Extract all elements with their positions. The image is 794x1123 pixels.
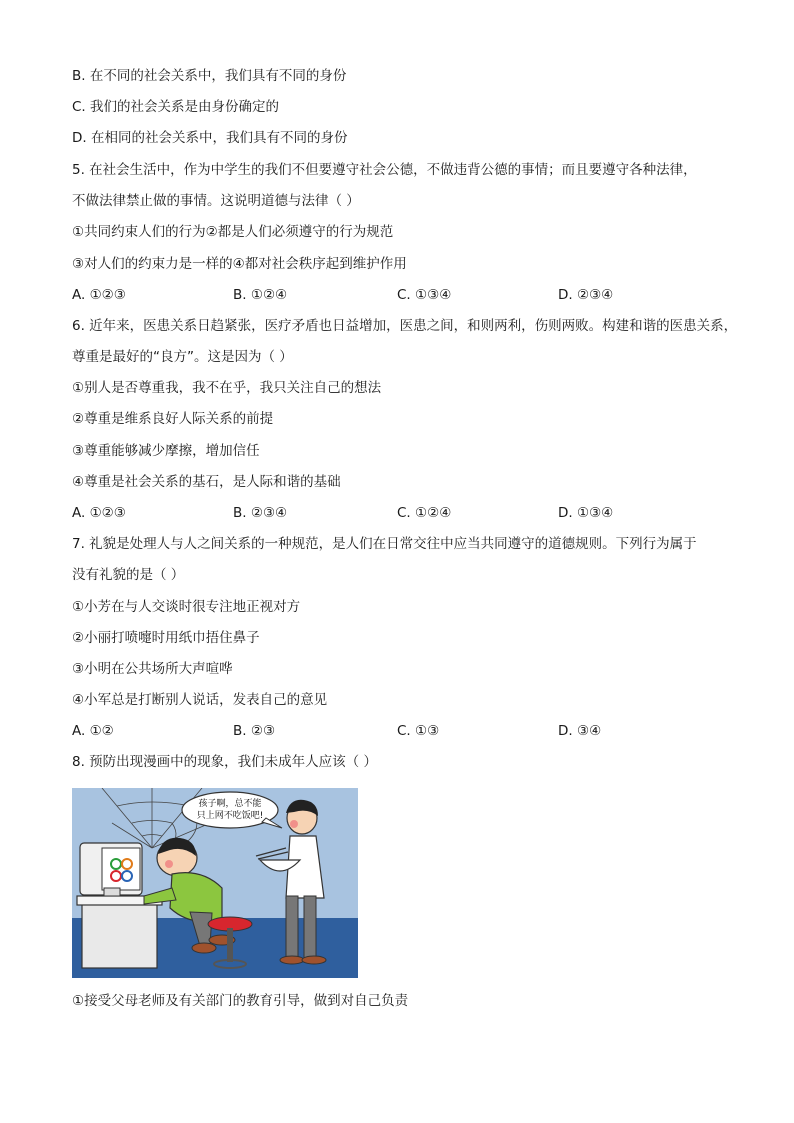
q6-item-3: ③尊重能够减少摩擦，增加信任 — [72, 443, 260, 459]
q4-option-b: B. 在不同的社会关系中，我们具有不同的身份 — [72, 68, 347, 84]
q6-options — [72, 504, 722, 522]
q5-option-a: A. ①②③ — [72, 287, 126, 303]
q6-item-2: ②尊重是维系良好人际关系的前提 — [72, 411, 274, 427]
q7-option-a: A. ①② — [72, 723, 114, 739]
q4-option-d: D. 在相同的社会关系中，我们具有不同的身份 — [72, 130, 348, 146]
q7-options — [72, 722, 722, 740]
q8-item-1: ①接受父母老师及有关部门的教育引导，做到对自己负责 — [72, 993, 409, 1009]
q7-option-b: B. ②③ — [233, 723, 276, 739]
q6-option-d: D. ①③④ — [558, 505, 614, 521]
q5-option-b: B. ①②④ — [233, 287, 288, 303]
computer-monitor — [80, 843, 142, 896]
q5-items-1-2: ①共同约束人们的行为②都是人们必须遵守的行为规范 — [72, 224, 394, 240]
cartoon-illustration — [72, 788, 358, 978]
speech-text-line-1: 孩子啊，总不能 — [198, 799, 262, 809]
q7-option-d: D. ③④ — [558, 723, 602, 739]
q8-stem: 8. 预防出现漫画中的现象，我们未成年人应该（ ） — [72, 754, 377, 770]
speech-text-line-2: 只上网不吃饭吧! — [196, 811, 264, 821]
q5-option-d: D. ②③④ — [558, 287, 614, 303]
q5-stem-line-2: 不做法律禁止做的事情。这说明道德与法律（ ） — [72, 193, 360, 209]
computer-desk — [77, 896, 162, 968]
q7-item-3: ③小明在公共场所大声喧哗 — [72, 661, 233, 677]
q6-stem-line-2: 尊重是最好的“良方”。这是因为（ ） — [72, 349, 293, 365]
q7-option-c: C. ①③ — [397, 723, 440, 739]
q7-item-4: ④小军总是打断别人说话，发表自己的意见 — [72, 692, 328, 708]
q6-stem-line-1: 6. 近年来，医患关系日趋紧张，医疗矛盾也日益增加，医患之间，和则两利，伤则两败。构建和谐的医患关系， — [72, 318, 738, 334]
q6-option-c: C. ①②④ — [397, 505, 452, 521]
q4-option-c: C. 我们的社会关系是由身份确定的 — [72, 99, 280, 115]
q7-stem-line-1: 7. 礼貌是处理人与人之间关系的一种规范，是人们在日常交往中应当共同遵守的道德规则。下列行为属于 — [72, 536, 697, 552]
q6-option-b: B. ②③④ — [233, 505, 288, 521]
q6-item-1: ①别人是否尊重我，我不在乎，我只关注自己的想法 — [72, 380, 382, 396]
q7-stem-line-2: 没有礼貌的是（ ） — [72, 567, 185, 583]
q7-item-2: ②小丽打喷嚏时用纸巾捂住鼻子 — [72, 630, 260, 646]
q6-option-a: A. ①②③ — [72, 505, 126, 521]
q7-item-1: ①小芳在与人交谈时很专注地正视对方 — [72, 599, 301, 615]
q5-option-c: C. ①③④ — [397, 287, 452, 303]
q5-stem-line-1: 5. 在社会生活中，作为中学生的我们不但要遵守社会公德，不做违背公德的事情；而且要遵守各种法律， — [72, 162, 697, 178]
q5-options — [72, 286, 722, 304]
q6-item-4: ④尊重是社会关系的基石，是人际和谐的基础 — [72, 474, 341, 490]
q5-items-3-4: ③对人们的约束力是一样的④都对社会秩序起到维护作用 — [72, 256, 407, 272]
